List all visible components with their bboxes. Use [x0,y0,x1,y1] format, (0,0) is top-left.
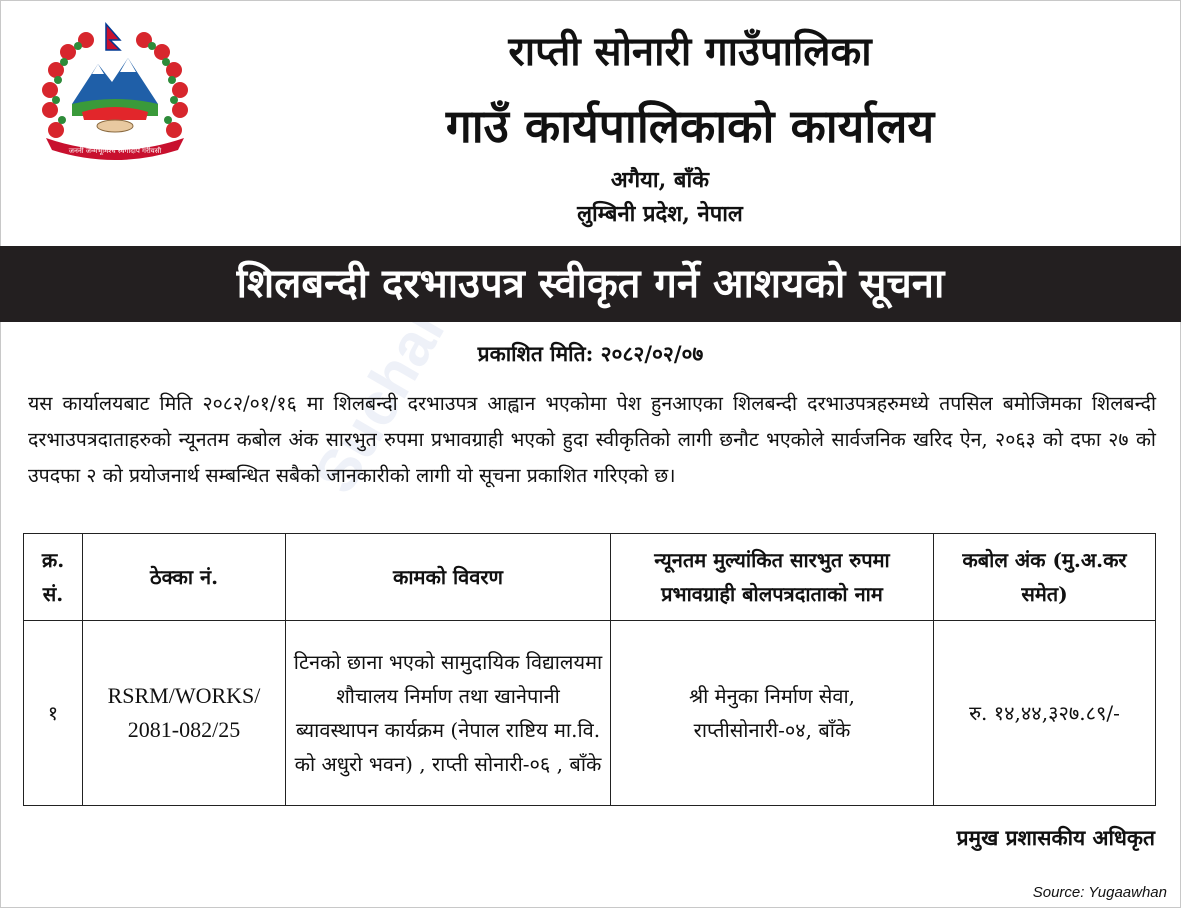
office-name: गाउँ कार्यपालिकाको कार्यालय [445,99,935,153]
header-amount: कबोल अंक (मु.अ.कर समेत) [934,534,1156,621]
header-description: कामको विवरण [286,534,611,621]
notice-title: शिलबन्दी दरभाउपत्र स्वीकृत गर्ने आशयको सूचना [0,246,1181,322]
cell-sn: १ [24,621,83,806]
watermark: Suchana [300,253,484,504]
notice-body: यस कार्यालयबाट मिति २०८२/०१/१६ मा शिलबन्दी दरभाउपत्र आह्वान भएकोमा पेश हुनआएका शिलबन्दी दरभाउपत्रहरुमध्ये तपसिल बमोजिमका शिलबन्दी दरभाउपत्रदाताहरुको न्यूनतम कबोल अंक सारभुत रुपमा प्रभावग्राही भएको हुदा स्वीकृतिको लागी छनौट भएकोले सार्वजनिक खरिद ऐन, २०६३ को दफा २७ को उपदफा २ को प्रयोजनार्थ सम्बन्धित सबैको जानकारीको लागी यो सूचना प्रकाशित गरिएको छ। [28,392,1156,487]
header-sn: क्र. सं. [24,534,83,621]
signer-title: प्रमुख प्रशासकीय अधिकृत [956,825,1155,850]
bid-table [23,533,1156,806]
emblem-motto: जननी जन्मभूमिश्च स्वर्गादपि गरीयसी [68,147,162,155]
municipality-name: राप्ती सोनारी गाउँपालिका [508,28,872,75]
table-header-row [24,534,1156,621]
cell-contract-no: RSRM/WORKS/ 2081-082/25 [83,621,286,806]
cell-description: टिनको छाना भएको सामुदायिक विद्यालयमा शौचालय निर्माण तथा खानेपानी ब्यावस्थापन कार्यक्रम (नेपाल राष्टिय मा.वि. को अधुरो भवन) , राप्ती सोनारी-०६ , बाँके [286,621,611,806]
cell-bidder: श्री मेनुका निर्माण सेवा, राप्तीसोनारी-०४, बाँके [611,621,934,806]
source-credit: Source: Yugaawhan [1032,884,1167,901]
office-location: अगैया, बाँके [610,167,710,193]
nepal-emblem-icon [36,20,194,160]
header-bidder: न्यूनतम मुल्यांकित सारभुत रुपमा प्रभावग्राही बोलपत्रदाताको नाम [611,534,934,621]
header-contract-no: ठेक्का नं. [83,534,286,621]
cell-amount: रु. १४,४४,३२७.८९/- [934,621,1156,806]
table-row [24,621,1156,806]
office-province: लुम्बिनी प्रदेश, नेपाल [577,201,743,227]
published-date: प्रकाशित मिति: २०८२/०२/०७ [477,341,704,366]
